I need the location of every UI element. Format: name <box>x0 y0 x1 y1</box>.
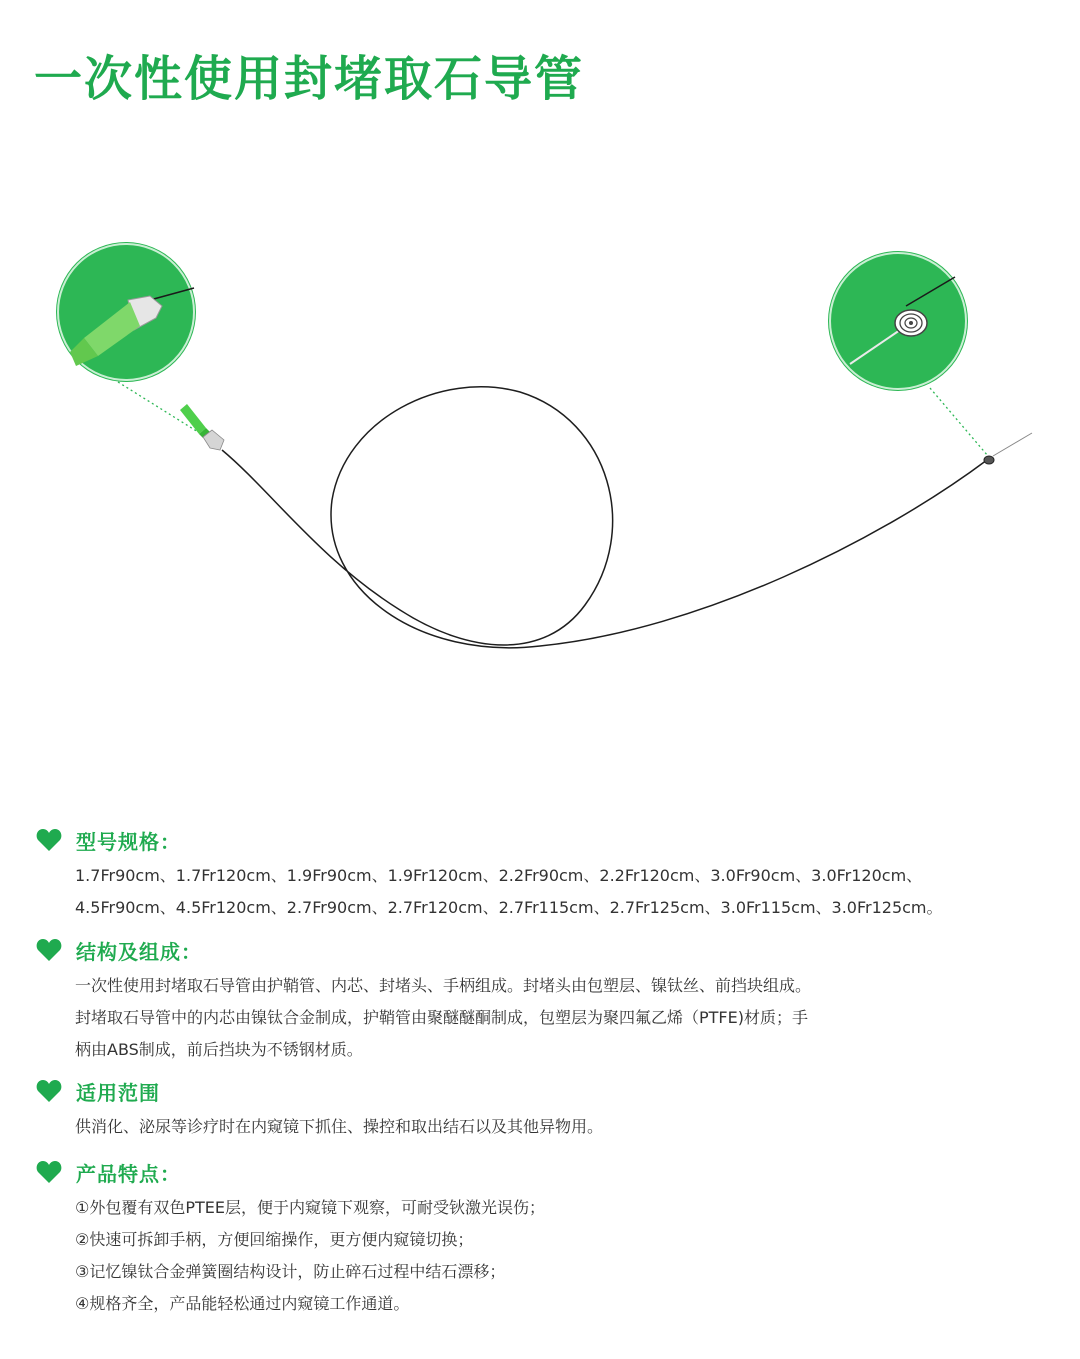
section-scope <box>36 1075 1046 1143</box>
leader-line-right <box>930 388 988 456</box>
text-line: ③记忆镍钛合金弹簧圈结构设计，防止碎石过程中结石漂移； <box>75 1262 506 1281</box>
section-body <box>75 1111 1046 1143</box>
catheter-wire <box>222 387 987 648</box>
product-illustration <box>0 220 1080 680</box>
tip-zoom-circle <box>828 251 968 391</box>
text-line: 供消化、泌尿等诊疗时在内窥镜下抓住、操控和取出结石以及其他异物用。 <box>75 1117 604 1136</box>
section-title: 产品特点： <box>76 1161 181 1186</box>
tip-coil <box>984 456 994 464</box>
text-line: 封堵取石导管中的内芯由镍钛合金制成，护鞘管由聚醚醚酮制成，包塑层为聚四氟乙烯（PTFE)材质；手 <box>75 1008 808 1027</box>
section-body <box>75 860 1046 924</box>
section-specs <box>36 824 1046 924</box>
text-line: ④规格齐全，产品能轻松通过内窥镜工作通道。 <box>75 1294 410 1313</box>
section-title: 结构及组成： <box>76 939 202 964</box>
handle-zoom-circle <box>56 242 196 382</box>
heart-icon <box>36 1079 62 1103</box>
section-header <box>36 824 1046 856</box>
section-features <box>36 1156 1046 1320</box>
text-line: ①外包覆有双色PTEE层，便于内窥镜下观察，可耐受钬激光误伤； <box>75 1198 545 1217</box>
section-header <box>36 1156 1046 1188</box>
text-line: 1.7Fr90cm、1.7Fr120cm、1.9Fr90cm、1.9Fr120cm、2.2Fr90cm、2.2Fr120cm、3.0Fr90cm、3.0Fr120cm、 <box>75 866 923 885</box>
text-line: 一次性使用封堵取石导管由护鞘管、内芯、封堵头、手柄组成。封堵头由包塑层、镍钛丝、前挡块组成。 <box>75 976 812 995</box>
section-title: 适用范围 <box>76 1080 160 1105</box>
section-body <box>75 1192 1046 1320</box>
text-line: 柄由ABS制成，前后挡块为不锈钢材质。 <box>75 1040 363 1059</box>
section-header <box>36 934 1046 966</box>
section-header <box>36 1075 1046 1107</box>
text-line: ②快速可拆卸手柄，方便回缩操作，更方便内窥镜切换； <box>75 1230 474 1249</box>
section-body <box>75 970 1046 1066</box>
section-structure <box>36 934 1046 1066</box>
catheter-handle <box>180 404 224 450</box>
section-title: 型号规格： <box>76 829 181 854</box>
text-line: 4.5Fr90cm、4.5Fr120cm、2.7Fr90cm、2.7Fr120cm、2.7Fr115cm、2.7Fr125cm、3.0Fr115cm、3.0Fr125cm。 <box>75 898 943 917</box>
page-title: 一次性使用封堵取石导管 <box>34 51 585 107</box>
heart-icon <box>36 828 62 852</box>
heart-icon <box>36 938 62 962</box>
heart-icon <box>36 1160 62 1184</box>
